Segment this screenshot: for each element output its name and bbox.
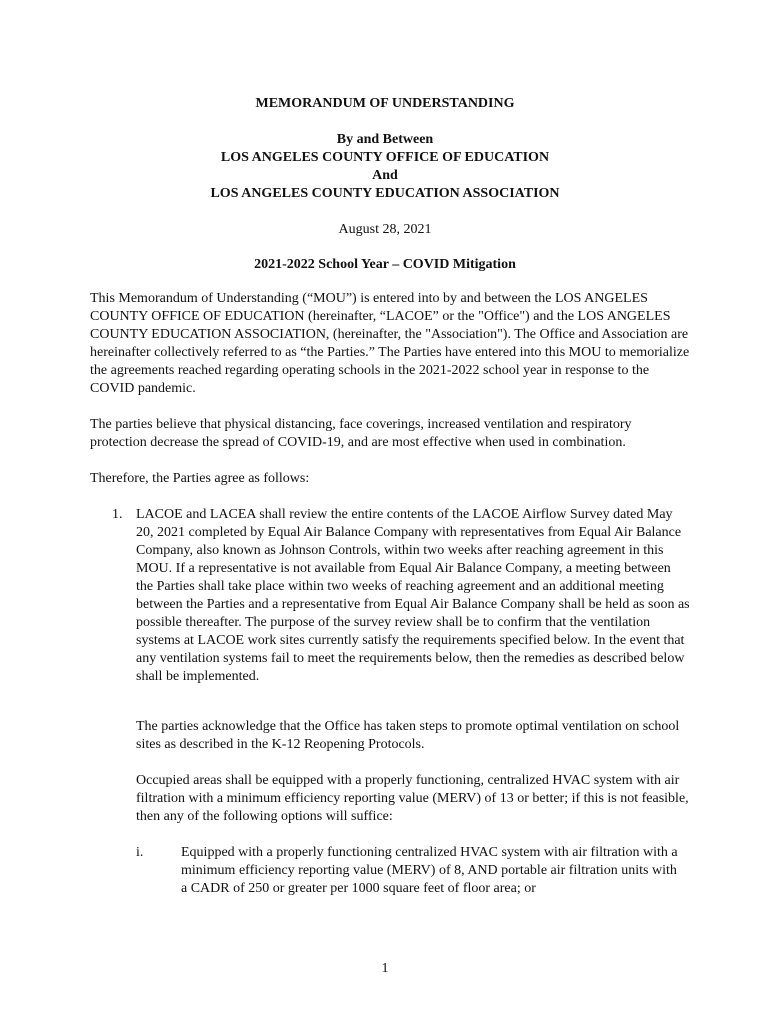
sub-item-i-text: Equipped with a properly functioning centralized HVAC system with air filtration with a minimum efficiency reporting value (MERV) of 8, AND portable air filtration units with a CADR of 250 or greater per 1000 square feet of floor area; or xyxy=(181,845,678,896)
acknowledge-paragraph: The parties acknowledge that the Office has taken steps to promote optimal ventilation on school sites as described in the K-12 Reopening Protocols. xyxy=(136,719,680,752)
therefore-paragraph: Therefore, the Parties agree as follows: xyxy=(90,471,310,486)
item-1-text: LACOE and LACEA shall review the entire contents of the LACOE Airflow Survey dated May 20, 2021 completed by Equal Air Balance Company with representatives from Equal Air Balance Company, also known as Johnson Controls, within two weeks after reaching agreement in this MOU. If a representative is not available from Equal Air Balance Company, a meeting between the Parties shall take place within two weeks of reaching agreement and an additional meeting between the Parties and a representative from Equal Air Balance Company shall be held as soon as possible thereafter. The purpose of the survey review shall be to confirm that the ventilation systems at LACOE work sites currently satisfy the requirements specified below. In the event that any ventilation systems fail to meet the requirements below, then the remedies as described below shall be implemented. xyxy=(136,507,690,684)
occupied-paragraph: Occupied areas shall be equipped with a properly functioning, centralized HVAC system with air filtration with a minimum efficiency reporting value (MERV) of 13 or better; if this is not feasible, then any of the following options will suffice: xyxy=(136,773,689,824)
by-and-between: By and Between xyxy=(336,132,434,147)
party-one: LOS ANGELES COUNTY OFFICE OF EDUCATION xyxy=(220,150,550,165)
item-1-number: 1. xyxy=(112,507,123,522)
document-subject: 2021-2022 School Year – COVID Mitigation xyxy=(254,257,516,272)
page-number: 1 xyxy=(381,961,389,976)
and-line: And xyxy=(372,168,398,183)
document-date: August 28, 2021 xyxy=(338,222,432,237)
sub-item-i-number: i. xyxy=(136,845,144,860)
document-title: MEMORANDUM OF UNDERSTANDING xyxy=(255,96,515,111)
party-two: LOS ANGELES COUNTY EDUCATION ASSOCIATION xyxy=(210,186,560,201)
intro-paragraph: This Memorandum of Understanding (“MOU”) is entered into by and between the LOS ANGELES COUNTY OFFICE OF EDUCATION (hereinafter, “LACOE” or the "Office") and the LOS ANGELES COUNTY EDUCATION ASSOCIATION, (hereinafter, the "Association"). The Office and Association are hereinafter collectively referred to as “the Parties.” The Parties have entered into this MOU to memorialize the agreements reached regarding operating schools in the 2021-2022 school year in response to the COVID pandemic. xyxy=(90,291,690,396)
belief-paragraph: The parties believe that physical distancing, face coverings, increased ventilation and respiratory protection decrease the spread of COVID-19, and are most effective when used in combination. xyxy=(90,417,632,450)
